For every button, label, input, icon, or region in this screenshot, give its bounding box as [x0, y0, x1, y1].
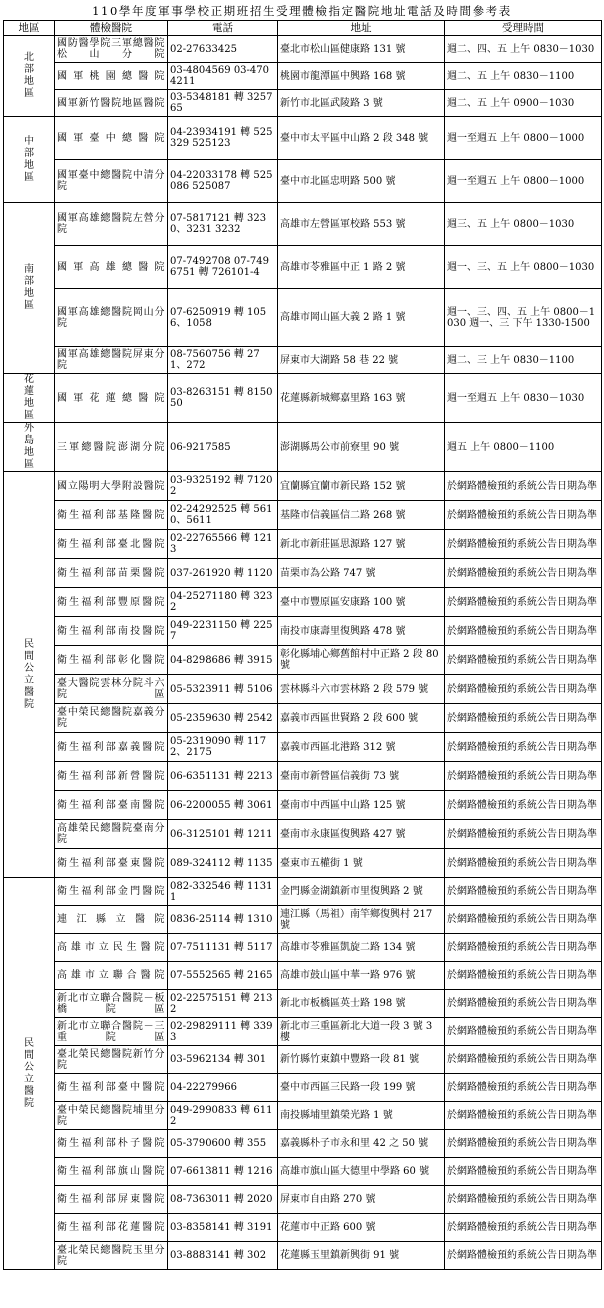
hospital-name: 臺中榮民總醫院埔里分院 [55, 1102, 168, 1130]
table-row [4, 36, 602, 63]
hospital-name: 衛生福利部新營醫院 [55, 762, 168, 791]
hospital-name: 衛生福利部基隆醫院 [55, 501, 168, 530]
region-label: 花蓮地區 [24, 374, 34, 421]
hospital-name: 國軍花蓮總醫院 [55, 374, 168, 423]
table-row [4, 704, 602, 733]
address: 宜蘭縣宜蘭市新民路 152 號 [278, 472, 445, 501]
phone-number: 08-7363011 轉 2020 [168, 1186, 278, 1214]
address: 南投縣埔里鎮榮光路 1 號 [278, 1102, 445, 1130]
hours: 週二、三 上午 0830－1100 [445, 347, 602, 374]
hospital-name: 衛生福利部苗栗醫院 [55, 559, 168, 588]
phone-number: 06-3125101 轉 1211 [168, 820, 278, 849]
hours: 於網路體檢預約系統公告日期為準 [445, 962, 602, 990]
table-row [4, 1242, 602, 1270]
table-row [4, 289, 602, 347]
address: 屏東市大湖路 58 巷 22 號 [278, 347, 445, 374]
hours: 於網路體檢預約系統公告日期為準 [445, 1214, 602, 1242]
phone-number: 06-2200055 轉 3061 [168, 791, 278, 820]
hours: 於網路體檢預約系統公告日期為準 [445, 1046, 602, 1074]
hospital-name: 衛生福利部屏東醫院 [55, 1186, 168, 1214]
address: 新北市新莊區思源路 127 號 [278, 530, 445, 559]
hours: 於網路體檢預約系統公告日期為準 [445, 675, 602, 704]
phone-number: 04-25271180 轉 3232 [168, 588, 278, 617]
hours: 於網路體檢預約系統公告日期為準 [445, 878, 602, 906]
phone-number: 03-8883141 轉 302 [168, 1242, 278, 1270]
address: 臺中市豐原區安康路 100 號 [278, 588, 445, 617]
hospital-name: 衛生福利部旗山醫院 [55, 1158, 168, 1186]
hours: 於網路體檢預約系統公告日期為準 [445, 1158, 602, 1186]
hours: 於網路體檢預約系統公告日期為準 [445, 1242, 602, 1270]
address: 苗栗市為公路 747 號 [278, 559, 445, 588]
address: 新北市三重區新北大道一段 3 號 3 樓 [278, 1018, 445, 1046]
address: 屏東市自由路 270 號 [278, 1186, 445, 1214]
region-cell [4, 878, 55, 1270]
phone-number: 02-24292525 轉 5610、5611 [168, 501, 278, 530]
address: 花蓮市中正路 600 號 [278, 1214, 445, 1242]
region-label: 民間公立醫院 [24, 638, 34, 710]
phone-number: 05-5323911 轉 5106 [168, 675, 278, 704]
hours: 於網路體檢預約系統公告日期為準 [445, 588, 602, 617]
table-row [4, 559, 602, 588]
hospital-name: 衛生福利部花蓮醫院 [55, 1214, 168, 1242]
table-row [4, 1130, 602, 1158]
table-row [4, 63, 602, 90]
hours: 於網路體檢預約系統公告日期為準 [445, 733, 602, 762]
phone-number: 082-332546 轉 11311 [168, 878, 278, 906]
table-row [4, 646, 602, 675]
region-label: 外島地區 [24, 423, 34, 470]
phone-number: 02-29829111 轉 3393 [168, 1018, 278, 1046]
hours: 於網路體檢預約系統公告日期為準 [445, 617, 602, 646]
phone-number: 07-5552565 轉 2165 [168, 962, 278, 990]
hours: 週三、五 上午 0800－1030 [445, 203, 602, 246]
hours: 週一至週五 上午 0830－1030 [445, 374, 602, 423]
table-row [4, 588, 602, 617]
address: 連江縣（馬祖）南竿鄉復興村 217 號 [278, 906, 445, 934]
table-row [4, 501, 602, 530]
address: 臺中市太平區中山路 2 段 348 號 [278, 117, 445, 160]
hospital-name: 衛生福利部臺南醫院 [55, 791, 168, 820]
address: 臺南市中西區中山路 125 號 [278, 791, 445, 820]
hospital-name: 衛生福利部彰化醫院 [55, 646, 168, 675]
hours: 於網路體檢預約系統公告日期為準 [445, 1018, 602, 1046]
hospital-name: 高雄市立聯合醫院 [55, 962, 168, 990]
header-phone: 電話 [168, 21, 278, 36]
phone-number: 08-7560756 轉 271、272 [168, 347, 278, 374]
phone-number: 04-23934191 轉 525329 525123 [168, 117, 278, 160]
phone-number: 04-8298686 轉 3915 [168, 646, 278, 675]
phone-number: 03-5348181 轉 325765 [168, 90, 278, 117]
address: 臺東市五權街 1 號 [278, 849, 445, 878]
phone-number: 07-7511131 轉 5117 [168, 934, 278, 962]
hospital-name: 衛生福利部臺北醫院 [55, 530, 168, 559]
phone-number: 05-2319090 轉 1172、2175 [168, 733, 278, 762]
hours: 於網路體檢預約系統公告日期為準 [445, 1130, 602, 1158]
table-row [4, 733, 602, 762]
phone-number: 07-7492708 07-7496751 轉 726101-4 [168, 246, 278, 289]
table-row [4, 617, 602, 646]
address: 高雄市岡山區大義 2 路 1 號 [278, 289, 445, 347]
region-cell [4, 472, 55, 878]
region-label: 民間公立醫院 [24, 1037, 34, 1109]
table-body [4, 36, 602, 1270]
hours: 週二、五 上午 0830－1100 [445, 63, 602, 90]
table-row [4, 791, 602, 820]
address: 高雄市左營區軍校路 553 號 [278, 203, 445, 246]
table-row [4, 934, 602, 962]
table-row [4, 90, 602, 117]
address: 嘉義市西區世賢路 2 段 600 號 [278, 704, 445, 733]
table-row [4, 423, 602, 472]
table-row [4, 762, 602, 791]
table-row [4, 1018, 602, 1046]
hours: 於網路體檢預約系統公告日期為準 [445, 820, 602, 849]
hours: 於網路體檢預約系統公告日期為準 [445, 530, 602, 559]
region-cell [4, 203, 55, 374]
hours: 於網路體檢預約系統公告日期為準 [445, 849, 602, 878]
table-row [4, 347, 602, 374]
hospital-name: 國軍臺中總醫院中清分院 [55, 160, 168, 203]
region-cell [4, 374, 55, 423]
phone-number: 03-5962134 轉 301 [168, 1046, 278, 1074]
hours: 於網路體檢預約系統公告日期為準 [445, 1102, 602, 1130]
hospital-name: 國軍高雄總醫院岡山分院 [55, 289, 168, 347]
address: 臺中市北區忠明路 500 號 [278, 160, 445, 203]
phone-number: 02-22575151 轉 2132 [168, 990, 278, 1018]
phone-number: 07-6613811 轉 1216 [168, 1158, 278, 1186]
table-row [4, 820, 602, 849]
phone-number: 037-261920 轉 1120 [168, 559, 278, 588]
address: 花蓮縣玉里鎮新興街 91 號 [278, 1242, 445, 1270]
region-cell [4, 423, 55, 472]
address: 澎湖縣馬公市前寮里 90 號 [278, 423, 445, 472]
hours: 於網路體檢預約系統公告日期為準 [445, 501, 602, 530]
phone-number: 03-4804569 03-4704211 [168, 63, 278, 90]
hours: 週一至週五 上午 0800－1000 [445, 117, 602, 160]
phone-number: 05-3790600 轉 355 [168, 1130, 278, 1158]
phone-number: 089-324112 轉 1135 [168, 849, 278, 878]
phone-number: 02-22765566 轉 1213 [168, 530, 278, 559]
hospital-name: 衛生福利部金門醫院 [55, 878, 168, 906]
hospital-name: 衛生福利部嘉義醫院 [55, 733, 168, 762]
hours: 週一至週五 上午 0800－1000 [445, 160, 602, 203]
hours: 於網路體檢預約系統公告日期為準 [445, 990, 602, 1018]
hospital-name: 新北市立聯合醫院－板橋院區 [55, 990, 168, 1018]
address: 新北市板橋區英士路 198 號 [278, 990, 445, 1018]
hospital-name: 衛生福利部朴子醫院 [55, 1130, 168, 1158]
phone-number: 03-8358141 轉 3191 [168, 1214, 278, 1242]
hours: 週五 上午 0800－1100 [445, 423, 602, 472]
address: 基隆市信義區信二路 268 號 [278, 501, 445, 530]
address: 花蓮縣新城鄉嘉里路 163 號 [278, 374, 445, 423]
table-row [4, 1158, 602, 1186]
address: 臺南市新營區信義街 73 號 [278, 762, 445, 791]
address: 高雄市鼓山區中華一路 976 號 [278, 962, 445, 990]
table-row [4, 203, 602, 246]
hours: 於網路體檢預約系統公告日期為準 [445, 704, 602, 733]
header-region: 地區 [4, 21, 55, 36]
table-row [4, 906, 602, 934]
header-hospital: 體檢醫院 [55, 21, 168, 36]
header-hours: 受理時間 [445, 21, 602, 36]
hours: 於網路體檢預約系統公告日期為準 [445, 906, 602, 934]
hospital-name: 臺大醫院雲林分院斗六院區 [55, 675, 168, 704]
table-row [4, 1102, 602, 1130]
hospital-name: 國軍高雄總醫院左營分院 [55, 203, 168, 246]
phone-number: 05-2359630 轉 2542 [168, 704, 278, 733]
hours: 於網路體檢預約系統公告日期為準 [445, 791, 602, 820]
phone-number: 07-5817121 轉 3230、3231 3232 [168, 203, 278, 246]
hours: 週二、五 上午 0900－1030 [445, 90, 602, 117]
hospital-name: 連江縣立醫院 [55, 906, 168, 934]
hospital-name: 衛生福利部豐原醫院 [55, 588, 168, 617]
hours: 週一、三、五 上午 0800－1030 [445, 246, 602, 289]
hospital-name: 臺北榮民總醫院玉里分院 [55, 1242, 168, 1270]
phone-number: 07-6250919 轉 1056、1058 [168, 289, 278, 347]
hours: 週一、三、四、五 上午 0800－1030 週一、三 下午 1330-1500 [445, 289, 602, 347]
hospital-name: 衛生福利部臺中醫院 [55, 1074, 168, 1102]
phone-number: 03-8263151 轉 815050 [168, 374, 278, 423]
region-label: 北部地區 [24, 52, 34, 99]
hospital-name: 衛生福利部臺東醫院 [55, 849, 168, 878]
hospital-name: 新北市立聯合醫院－三重院區 [55, 1018, 168, 1046]
table-row [4, 1046, 602, 1074]
hospital-name: 高雄市立民生醫院 [55, 934, 168, 962]
table-row [4, 849, 602, 878]
phone-number: 06-6351131 轉 2213 [168, 762, 278, 791]
table-row [4, 472, 602, 501]
table-row [4, 878, 602, 906]
region-label: 中部地區 [24, 135, 34, 183]
address: 彰化縣埔心鄉舊館村中正路 2 段 80 號 [278, 646, 445, 675]
table-row [4, 675, 602, 704]
address: 高雄市苓雅區凱旋二路 134 號 [278, 934, 445, 962]
address: 高雄市苓雅區中正 1 路 2 號 [278, 246, 445, 289]
region-cell [4, 117, 55, 203]
table-header-row [4, 21, 602, 36]
hospital-name: 三軍總醫院澎湖分院 [55, 423, 168, 472]
address: 金門縣金湖鎮新市里復興路 2 號 [278, 878, 445, 906]
hospital-table [3, 20, 602, 1270]
hours: 於網路體檢預約系統公告日期為準 [445, 934, 602, 962]
table-row [4, 374, 602, 423]
table-row [4, 990, 602, 1018]
hospital-name: 國防醫學院三軍總醫院松山分院 [55, 36, 168, 63]
hospital-name: 高雄榮民總醫院臺南分院 [55, 820, 168, 849]
hospital-name: 國軍桃園總醫院 [55, 63, 168, 90]
hospital-name: 衛生福利部南投醫院 [55, 617, 168, 646]
hospital-name: 國立陽明大學附設醫院 [55, 472, 168, 501]
region-cell [4, 36, 55, 117]
phone-number: 02-27633425 [168, 36, 278, 63]
phone-number: 04-22033178 轉 525086 525087 [168, 160, 278, 203]
hospital-name: 國軍新竹醫院地區醫院 [55, 90, 168, 117]
region-label: 南部地區 [24, 264, 34, 311]
table-row [4, 530, 602, 559]
phone-number: 0836-25114 轉 1310 [168, 906, 278, 934]
address: 嘉義市西區北港路 312 號 [278, 733, 445, 762]
table-row [4, 1214, 602, 1242]
phone-number: 03-9325192 轉 71202 [168, 472, 278, 501]
hours: 於網路體檢預約系統公告日期為準 [445, 1074, 602, 1102]
address: 桃園市龍潭區中興路 168 號 [278, 63, 445, 90]
hospital-name: 臺北榮民總醫院新竹分院 [55, 1046, 168, 1074]
document-title: 110學年度軍事學校正期班招生受理體檢指定醫院地址電話及時間參考表 [92, 4, 512, 18]
table-row [4, 117, 602, 160]
hours: 於網路體檢預約系統公告日期為準 [445, 472, 602, 501]
phone-number: 049-2990833 轉 6112 [168, 1102, 278, 1130]
hospital-name: 國軍高雄總醫院屏東分院 [55, 347, 168, 374]
table-row [4, 160, 602, 203]
address: 臺北市松山區健康路 131 號 [278, 36, 445, 63]
hospital-name: 國軍臺中總醫院 [55, 117, 168, 160]
address: 雲林縣斗六市雲林路 2 段 579 號 [278, 675, 445, 704]
address: 新竹市北區武陵路 3 號 [278, 90, 445, 117]
address: 嘉義縣朴子市永和里 42 之 50 號 [278, 1130, 445, 1158]
table-row [4, 1074, 602, 1102]
address: 南投市康壽里復興路 478 號 [278, 617, 445, 646]
address: 臺中市西區三民路一段 199 號 [278, 1074, 445, 1102]
table-row [4, 962, 602, 990]
phone-number: 049-2231150 轉 2257 [168, 617, 278, 646]
table-row [4, 1186, 602, 1214]
hours: 於網路體檢預約系統公告日期為準 [445, 646, 602, 675]
hours: 於網路體檢預約系統公告日期為準 [445, 1186, 602, 1214]
table-row [4, 246, 602, 289]
address: 新竹縣竹東鎮中豐路一段 81 號 [278, 1046, 445, 1074]
address: 高雄市旗山區大德里中學路 60 號 [278, 1158, 445, 1186]
hospital-name: 臺中榮民總醫院嘉義分院 [55, 704, 168, 733]
hours: 於網路體檢預約系統公告日期為準 [445, 762, 602, 791]
phone-number: 06-9217585 [168, 423, 278, 472]
hours: 於網路體檢預約系統公告日期為準 [445, 559, 602, 588]
header-address: 地址 [278, 21, 445, 36]
hours: 週二、四、五 上午 0830－1030 [445, 36, 602, 63]
hospital-name: 國軍高雄總醫院 [55, 246, 168, 289]
phone-number: 04-22279966 [168, 1074, 278, 1102]
address: 臺南市永康區復興路 427 號 [278, 820, 445, 849]
